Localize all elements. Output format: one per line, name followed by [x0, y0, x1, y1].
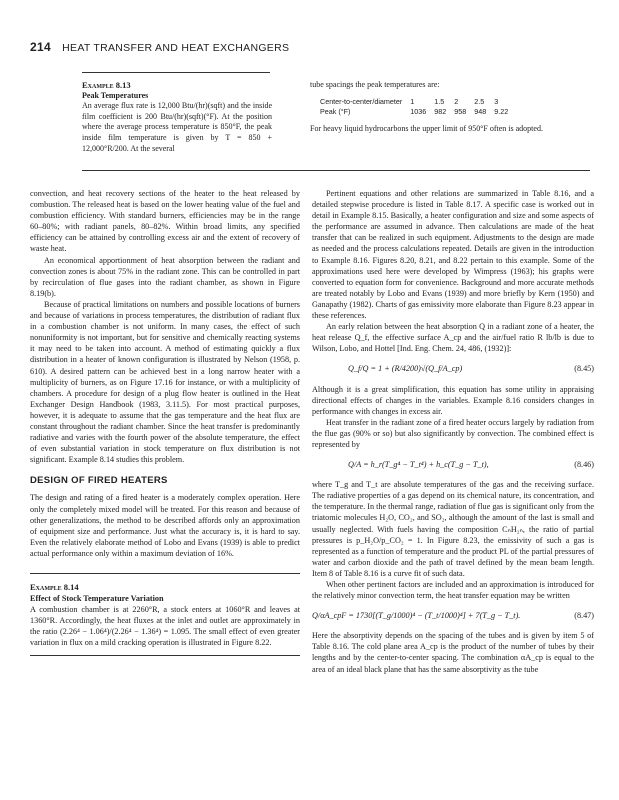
- table-cell: 948: [474, 107, 487, 117]
- table-cell: Peak (°F): [320, 107, 351, 117]
- equation-8-47: [312, 610, 594, 621]
- paragraph: The design and rating of a fired heater is a moderately complex operation. Here only the completely mixed model will be treated. For this reason and because of other generalizations, the method to be described affords only an approximation of equipment size and performance. Just what the accuracy is, it is hard to say. Even the relatively elaborate method of Lobo and Evans (1939) is able to predict actual performance only within a maximum deviation of 16%.: [30, 493, 300, 558]
- paragraph: Heat transfer in the radiant zone of a fired heater occurs largely by radiation from the flue gas (90% or so) but also significantly by convection. The combined effect is represented by: [312, 417, 594, 449]
- equation-number: (8.46): [574, 460, 594, 470]
- example-title: Peak Temperatures: [82, 90, 149, 100]
- example-8-14-text: A combustion chamber is at 2260°R, a stock enters at 1060°R and leaves at 1360°R. Accordingly, the heat fluxes at the inlet and outlet are approximately in the ratio (2.26⁴ − 1.06⁴)/(2.26⁴ − 1.36⁴) = 1.095. The small effect of even greater variation in flux on a mild cracking operation is illustrated in Figure 8.22.: [30, 605, 300, 648]
- example-text: An average flux rate is 12,000 Btu/(hr)(sqft) and the inside film coefficient is 200 Btu/(hr)(sqft)(°F). At the position where the average process temperature is 850°F, the peak inside film temperature is given by T = 850 + 12,000°R/200. At the several: [82, 101, 272, 153]
- equation-text: Q/αA_cpF = 1730[(T_g/1000)⁴ − (T_t/1000)⁴] + 7(T_g − T_t).: [312, 611, 521, 621]
- example-label: Example 8.13: [82, 80, 131, 90]
- example-note: For heavy liquid hydrocarbons the upper limit of 950°F often is adopted.: [310, 123, 543, 133]
- table-cell: 958: [454, 107, 467, 117]
- paragraph: An economical apportionment of heat absorption between the radiant and convection zones is about 75% in the radiant zone. This can be controlled in part by recirculation of flue gases into the radiant chamber, as shown in Figure 8.19(b).: [30, 255, 300, 298]
- table-cell: 9.22: [494, 107, 509, 117]
- equation-text: Q_f/Q = 1 + (R/4200)√(Q_f/A_cp): [348, 364, 463, 374]
- example-8-13-left: [82, 80, 272, 154]
- example-cont: tube spacings the peak temperatures are:: [310, 80, 440, 89]
- table-cell: 1.5: [434, 96, 445, 106]
- table-cell: 1: [410, 96, 415, 106]
- example-8-14-bottom-rule: [30, 655, 300, 656]
- equation-8-46: [312, 459, 594, 470]
- paragraph: Although it is a great simplification, this equation has some utility in appraising directional effects of changes in the variables. Example 8.16 considers changes in performance with changes in excess air.: [312, 384, 594, 416]
- left-column: [30, 188, 300, 656]
- paragraph: Because of practical limitations on numbers and possible locations of burners and because of variations in process temperatures, the distribution of radiant flux in a combustion chamber is not uniform. In many cases, the effect of such nonuniformity is not important, but for sensitive and chemically reacting systems it may need to be taken into account. A method of estimating quickly a flux distribution in a heater of known configuration is illustrated by Nelson (1958, p. 610). A desired pattern can be achieved best in a long narrow heater with a multiplicity of burners, as on Figure 17.16 for instance, or with a multiplicity of chambers. A procedure for design of a plug flow heater is outlined in the Heat Exchanger Design Handbook (1983, 3.11.5). For most practical purposes, however, it is adequate to assume that the gas temperature and the heat flux are constant throughout the radiant chamber. Since the heat transfer is predominantly radiative and varies with the fourth power of the absolute temperature, the effect of even substantial variation in stock temperature on flux distribution is not significant. Example 8.14 studies this problem.: [30, 299, 300, 465]
- example-8-14-top-rule: [30, 573, 300, 574]
- section-heading: DESIGN OF FIRED HEATERS: [30, 475, 168, 487]
- page-number: 214: [30, 40, 51, 54]
- paragraph: convection, and heat recovery sections of the heater to the heat released by combustion. The released heat is based on the lower heating value of the fuel and combustion efficiency. With standard burners, efficiencies may be in the range 60–80%; with radiant panels, 80–82%. Within broad limits, any specified efficiency can be attained by controlling excess air and the extent of recovery of waste heat.: [30, 189, 300, 254]
- example-bottom-rule: [82, 170, 590, 171]
- table-cell: 2.5: [474, 96, 485, 106]
- table-row: [316, 97, 512, 108]
- equation-text: Q/A = h_r(T_g⁴ − T_t⁴) + h_c(T_g − T_t),: [348, 460, 489, 470]
- table-cell: Center-to-center/diameter: [320, 96, 403, 106]
- table-cell: 1036: [410, 107, 427, 117]
- example-8-14-title: Effect of Stock Temperature Variation: [30, 594, 164, 604]
- right-column: [312, 188, 594, 675]
- table-cell: 3: [494, 96, 499, 106]
- table-cell: 2: [454, 96, 459, 106]
- table-cell: 982: [434, 107, 447, 117]
- equation-number: (8.47): [574, 611, 594, 621]
- running-header: [30, 42, 289, 54]
- paragraph: where T_g and T_t are absolute temperatures of the gas and the receiving surface. The radiative properties of a gas depend on its chemical nature, its concentration, and the temperature. In the thermal range, radiation of flue gas is significant only from the triatomic molecules H₂O, CO₂, and SO₂, although the amount of the last is small and usually neglected. With fuels having the composition CₙH₂ₙ, the ratio of partial pressures is p_H₂O/p_CO₂ = 1. In Figure 8.23, the emissivity of such a gas is represented as a function of temperature and the product PL of the partial pressures of water and carbon dioxide and the path of travel defined by the mean beam length. Item 8 of Table 8.16 is a curve fit of such data.: [312, 480, 594, 578]
- equation-8-45: [312, 363, 594, 374]
- table-row: [316, 107, 512, 118]
- peak-temperature-table: [316, 97, 512, 118]
- running-title: HEAT TRANSFER AND HEAT EXCHANGERS: [62, 42, 290, 54]
- paragraph: Pertinent equations and other relations are summarized in Table 8.16, and a detailed stepwise procedure is listed in Table 8.17. A specific case is worked out in detail in Example 8.15. Basically, a heater configuration and size and some aspects of the performance are assumed in advance. Then calculations are made of the heat transfer that can be realized in such equipment. Adjustments to the design are made as needed and the process calculations repeated. Details are given in the introduction to Example 8.16. Figures 8.20, 8.21, and 8.22 pertain to this example. Some of the approximations used here were developed by Wimpress (1963); his graphs were converted to equation form for convenience. Background and more accurate methods are treated notably by Lobo and Evans (1939) and more briefly by Kern (1950) and Ganapathy (1982). Charts of gas emissivity more elaborate than Figure 8.23 appear in these references.: [312, 189, 594, 321]
- example-top-rule: [82, 72, 270, 73]
- paragraph: An early relation between the heat absorption Q in a radiant zone of a heater, the heat release Q_f, the effective surface A_cp and the air/fuel ratio R lb/lb is due to Wilson, Lobo, and Hottel [Ind. Eng. Chem. 24, 486, (1932)]:: [312, 322, 594, 354]
- paragraph: Here the absorptivity depends on the spacing of the tubes and is given by item 5 of Table 8.16. The cold plane area A_cp is the product of the number of tubes by their lengths and by the center-to-center spacing. The combination αA_cp is equal to the area of an ideal black plane that has the same absorptivity as the tube: [312, 631, 594, 674]
- example-8-13-right: [310, 80, 590, 134]
- equation-number: (8.45): [574, 364, 594, 374]
- example-8-14-label: Example 8.14: [30, 582, 79, 592]
- paragraph: When other pertinent factors are included and an approximation is introduced for the relatively minor convection term, the heat transfer equation may be written: [312, 580, 594, 601]
